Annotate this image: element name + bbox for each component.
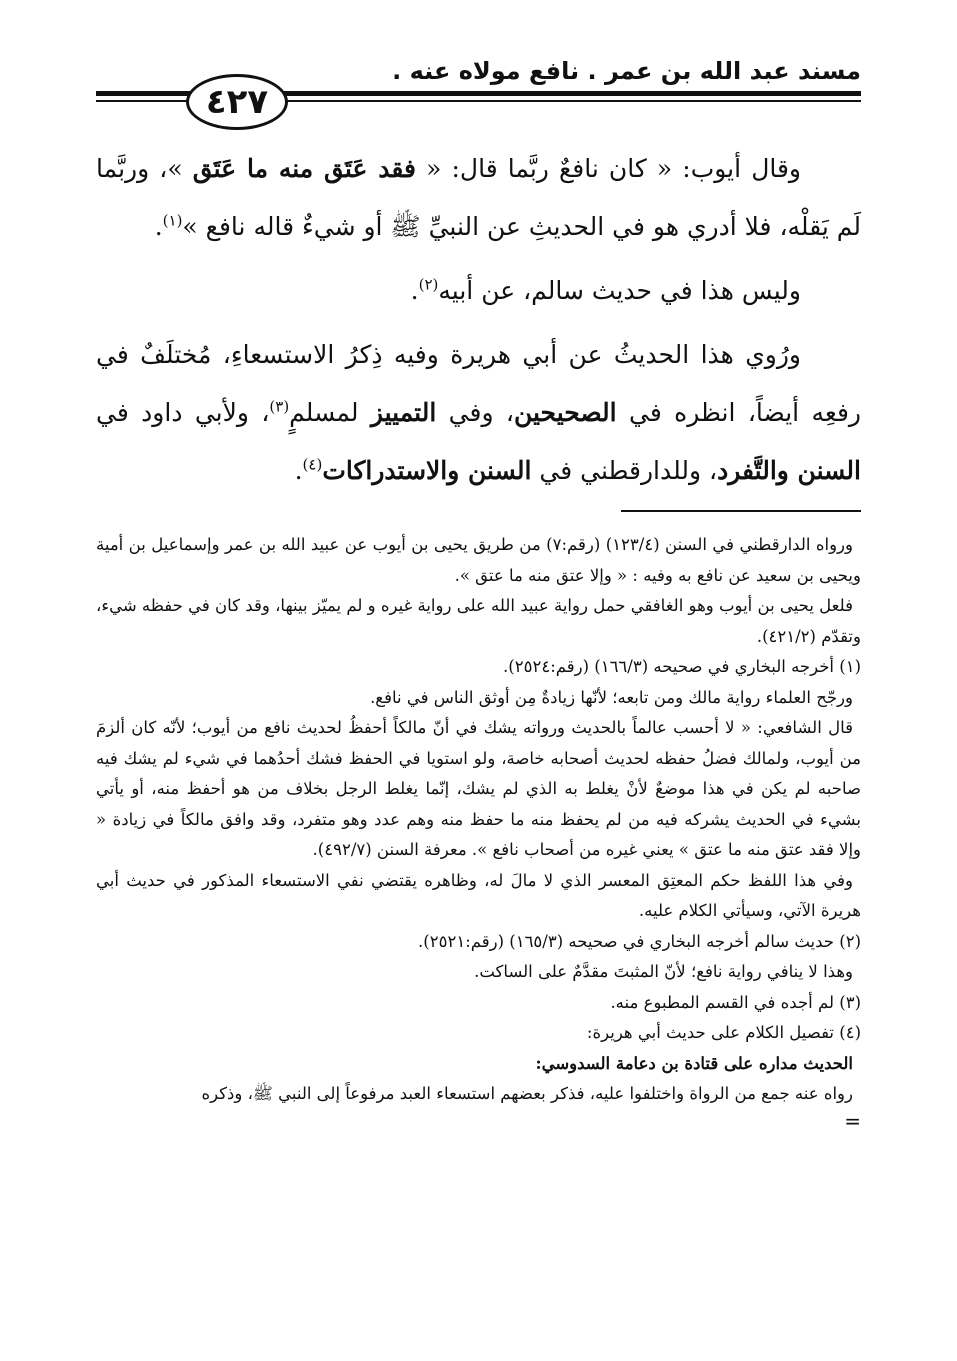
main-paragraph-1 bbox=[96, 140, 861, 256]
footnote-4-para-a: رواه عنه جمع من الرواة واختلفوا عليه، فذكر بعضهم استسعاء العبد مرفوعاً إلى النبي ﷺ، وذكره bbox=[201, 1084, 853, 1103]
page-number: ٤٢٧ bbox=[186, 74, 288, 130]
running-title: مسند عبد الله بن عمر . نافع مولاه عنه . bbox=[392, 57, 861, 85]
p3-text-2: ، وفي bbox=[448, 398, 514, 427]
footnote-ref-3[interactable]: (٣) bbox=[269, 397, 290, 416]
footnotes bbox=[96, 530, 861, 1132]
p1-end: . bbox=[154, 212, 163, 241]
main-text bbox=[96, 140, 861, 500]
p3-text-4: ، ولأبي داود في bbox=[96, 398, 270, 427]
p2-end: . bbox=[410, 276, 419, 305]
footnote-separator bbox=[621, 510, 861, 512]
footnote-ref-4[interactable]: (٤) bbox=[302, 455, 323, 474]
footnote-1: (١) أخرجه البخاري في صحيحه (١٦٦/٣) (رقم:٢٥٢٤). bbox=[503, 657, 861, 676]
footnote-ref-1[interactable]: (١) bbox=[162, 211, 183, 230]
p3-bold-tamyiz: التمييز bbox=[370, 398, 437, 427]
p3-bold-sunan-tafarrud: السنن والتَّفرد bbox=[717, 456, 861, 485]
footnote-4-subheading: الحديث مداره على قتادة بن دعامة السدوسي: bbox=[535, 1053, 853, 1073]
p1-text-rest: »، وربَّما لَم يَقلْه، فلا أدري هو في الحديثِ عن النبيِّ ﷺ أو شيءٌ قاله نافع » bbox=[96, 154, 861, 241]
footnote-2-para-a: وهذا لا ينافي رواية نافع؛ لأنّ المثبتَ مقدَّمٌ على الساكت. bbox=[474, 962, 853, 981]
main-paragraph-3 bbox=[96, 326, 861, 500]
p3-bold-sunan-istidrakat: السنن والاستدراكات bbox=[322, 456, 532, 485]
continued-mark: = bbox=[844, 1108, 861, 1133]
footnote-1-para-c: وفي هذا اللفظ حكم المعتِق المعسر الذي لا مالَ له، وظاهره يقتضي نفي الاستسعاء المذكور في حديث أبي هريرة الآتي، وسيأتي الكلام عليه. bbox=[96, 870, 861, 920]
main-paragraph-2 bbox=[96, 262, 861, 320]
footnote-1-para-b: قال الشافعي: « لا أحسب عالماً بالحديث ورواته يشك في أنّ مالكاً أحفظُ لحديث نافع من أيوب؛ لأنّه كان ألزمَ من أيوب، ولمالك فضلُ حفظه لحديث أصحابه خاصة، ولو استويا في الحفظ فشك أحدُهما في شيء لم يشك فيه صاحبه لم يكن في هذا موضعٌ لأنْ يغلط به الذي لم يشك، إنّما يغلط الرجل بخلاف من هو أحفظ منه، أو يأتي بشيء في الحديث يشركه فيه من لم يحفظ منه ما حفظ منه وهم عدد وهو متفرد، وقد وافق مالكاً في زيادة « وإلا فقد عتق منه ما عتق » يعني غيره من أصحاب نافع ». معرفة السنن (٤٩٢/٧). bbox=[96, 718, 861, 859]
p3-text-1: ورُوي هذا الحديثُ عن أبي هريرة وفيه ذِكرُ الاستسعاءِ، مُختلَفٌ في رفعِه أيضاً، انظره في bbox=[96, 340, 861, 427]
p3-text-5: ، وللدارقطني في bbox=[539, 456, 718, 485]
p3-text-3: لمسلمٍ bbox=[289, 398, 359, 427]
footnote-3: (٣) لم أجده في القسم المطبوع منه. bbox=[610, 992, 861, 1012]
footnote-2: (٢) حديث سالم أخرجه البخاري في صحيحه (١٦٥/٣) (رقم:٢٥٢١). bbox=[418, 931, 861, 951]
p3-end: . bbox=[294, 456, 303, 485]
p1-bold-quote: فقد عَتَق منه ما عَتَق bbox=[192, 154, 416, 183]
footnote-ref-2[interactable]: (٢) bbox=[418, 275, 439, 294]
footnote-1-para-a: ورجّح العلماء رواية مالك ومن تابعه؛ لأنّها زيادةٌ مِن أوثق الناس في نافع. bbox=[370, 687, 853, 707]
footnote-continuation-1: ورواه الدارقطني في السنن (١٢٣/٤) (رقم:٧) من طريق يحيى بن أيوب عن عبيد الله بن عمر وإسماعيل بن أمية ويحيى بن سعيد عن نافع به وفيه : « وإلا عتق منه ما عتق ». bbox=[96, 535, 861, 585]
footnote-continuation-2: فلعل يحيى بن أيوب وهو الغافقي حمل رواية عبيد الله على رواية غيره و لم يميّز بينها، وقد كان في حفظه شيء، وتقدّم (٤٢١/٢). bbox=[96, 596, 861, 646]
p2-text: وليس هذا في حديث سالم، عن أبيه bbox=[438, 276, 801, 305]
p1-text-start: وقال أيوب: « كان نافعٌ ربَّما قال: « bbox=[426, 154, 801, 183]
footnote-4: (٤) تفصيل الكلام على حديث أبي هريرة: bbox=[586, 1023, 861, 1042]
p3-bold-sahihayn: الصحيحين bbox=[513, 398, 617, 427]
